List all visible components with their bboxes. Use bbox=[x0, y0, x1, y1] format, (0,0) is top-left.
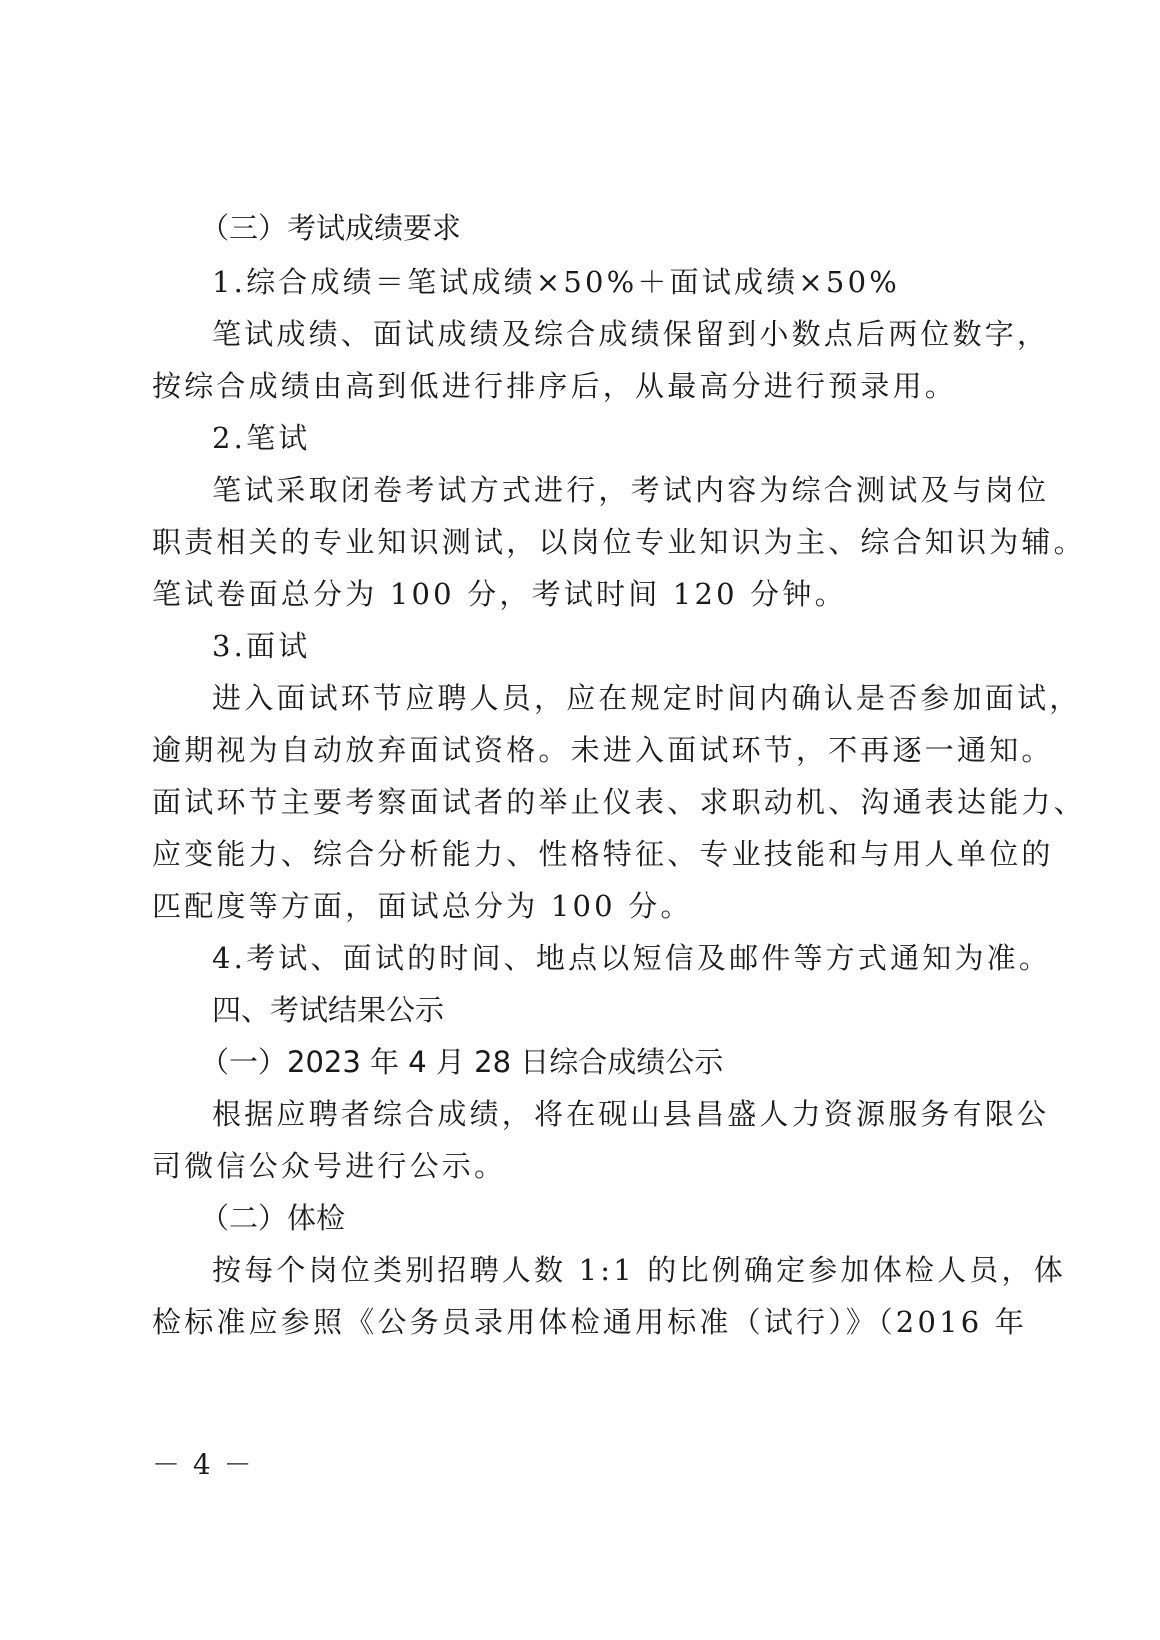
section-heading-physical-exam: （二）体检 bbox=[200, 1201, 346, 1235]
paragraph-line: 面试环节主要考察面试者的举止仪表、求职动机、沟通表达能力、 bbox=[152, 785, 1086, 819]
paragraph-line: 根据应聘者综合成绩，将在砚山县昌盛人力资源服务有限公 bbox=[212, 1097, 1050, 1131]
paragraph-line: 按综合成绩由高到低进行排序后，从最高分进行预录用。 bbox=[152, 369, 958, 403]
section-heading-exam-results: 四、考试结果公示 bbox=[212, 993, 445, 1027]
paragraph-line: 匹配度等方面，面试总分为 100 分。 bbox=[152, 889, 693, 923]
paragraph-line: 笔试采取闭卷考试方式进行，考试内容为综合测试及与岗位 bbox=[212, 473, 1050, 507]
paragraph-line: 按每个岗位类别招聘人数 1:1 的比例确定参加体检人员，体 bbox=[212, 1253, 1066, 1287]
paragraph-line: 笔试成绩、面试成绩及综合成绩保留到小数点后两位数字， bbox=[212, 317, 1050, 351]
paragraph-line: 4.考试、面试的时间、地点以短信及邮件等方式通知为准。 bbox=[212, 941, 1052, 975]
section-heading-exam-score-requirements: （三）考试成绩要求 bbox=[200, 211, 462, 245]
paragraph-line: 职责相关的专业知识测试，以岗位专业知识为主、综合知识为辅。 bbox=[152, 525, 1086, 559]
paragraph-line: 笔试卷面总分为 100 分，考试时间 120 分钟。 bbox=[152, 577, 847, 611]
paragraph-line: 逾期视为自动放弃面试资格。未进入面试环节，不再逐一通知。 bbox=[152, 733, 1054, 767]
paragraph-line: 司微信公众号进行公示。 bbox=[152, 1149, 507, 1183]
paragraph-line: 进入面试环节应聘人员，应在规定时间内确认是否参加面试， bbox=[212, 681, 1082, 715]
paragraph-line: 应变能力、综合分析能力、性格特征、专业技能和与用人单位的 bbox=[152, 837, 1054, 871]
subsection-heading-interview: 3.面试 bbox=[212, 629, 311, 663]
paragraph-line: 检标准应参照《公务员录用体检通用标准（试行）》（2016 年 bbox=[152, 1305, 1028, 1339]
subsection-heading-written-exam: 2.笔试 bbox=[212, 421, 311, 455]
paragraph-line: 1.综合成绩＝笔试成绩×50%＋面试成绩×50% bbox=[212, 265, 900, 299]
page-number: － 4 － bbox=[152, 1448, 254, 1481]
section-heading-score-publication: （一）2023 年 4 月 28 日综合成绩公示 bbox=[200, 1045, 724, 1079]
